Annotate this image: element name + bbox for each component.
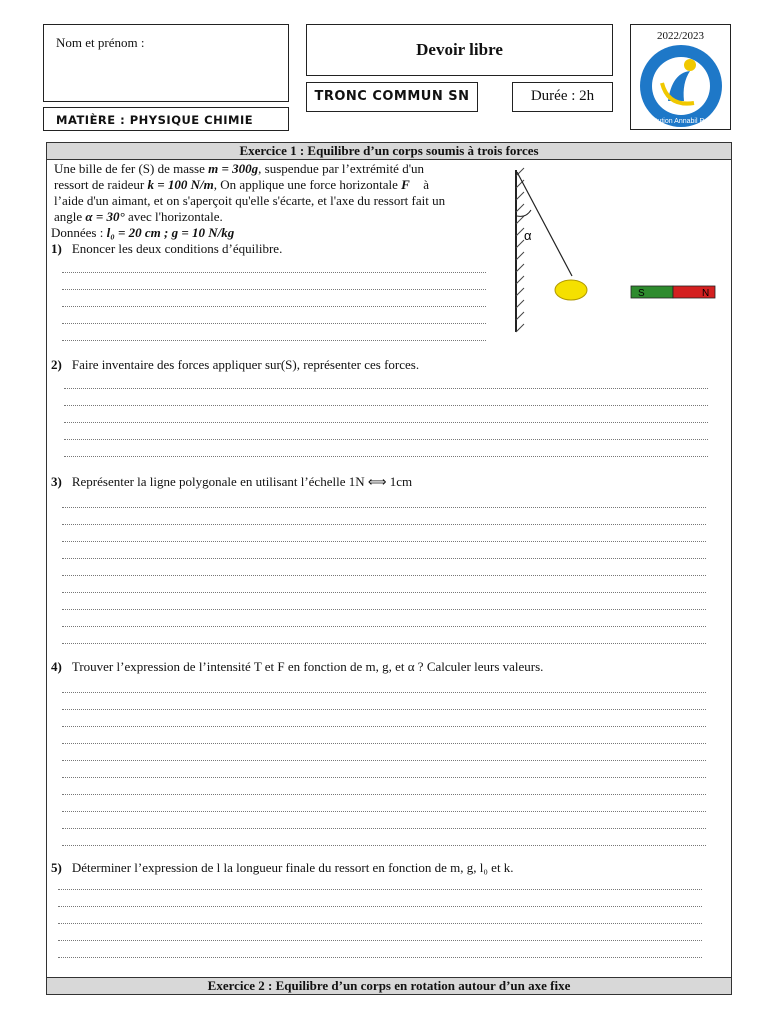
answer-line[interactable] — [62, 524, 706, 525]
answer-line[interactable] — [62, 340, 486, 341]
answer-line[interactable] — [58, 923, 702, 924]
answer-line[interactable] — [62, 709, 706, 710]
answer-line[interactable] — [62, 592, 706, 593]
answer-line[interactable] — [62, 726, 706, 727]
question-4: 4) Trouver l’expression de l’intensité T et F en fonction de m, g, et α ? Calculer leurs valeurs. — [51, 659, 544, 674]
level-label: TRONC COMMUN SN — [314, 89, 470, 104]
pendulum-figure — [500, 166, 730, 336]
answer-line[interactable] — [62, 692, 706, 693]
exercise2-title: Exercice 2 : Equilibre d’un corps en rotation autour d’un axe fixe — [46, 977, 732, 995]
answer-line[interactable] — [64, 456, 708, 457]
answer-line[interactable] — [64, 405, 708, 406]
answer-line[interactable] — [62, 626, 706, 627]
duration-label: Durée : 2h — [530, 88, 595, 104]
answer-line[interactable] — [64, 439, 708, 440]
school-year: 2022/2023 — [656, 30, 705, 42]
answer-line[interactable] — [62, 289, 486, 290]
intro-line-3: l’aide d'un aimant, et on s'aperçoit qu'elle s'écarte, et l'axe du ressort fait un — [54, 193, 446, 208]
data-line: Données : l₀ = 20 cm ; g = 10 N/kg — [51, 225, 235, 240]
spring-line — [517, 172, 572, 276]
magnet-n-label: N — [702, 288, 710, 299]
answer-line[interactable] — [64, 422, 708, 423]
answer-line[interactable] — [58, 906, 702, 907]
logo-box — [630, 24, 731, 130]
answer-line[interactable] — [62, 541, 706, 542]
answer-line[interactable] — [62, 743, 706, 744]
answer-line[interactable] — [62, 272, 486, 273]
answer-line[interactable] — [62, 845, 706, 846]
question-1: 1) Enoncer les deux conditions d’équilibre. — [51, 241, 283, 256]
answer-line[interactable] — [62, 575, 706, 576]
level-box — [306, 82, 478, 112]
name-label: Nom et prénom : — [56, 35, 145, 50]
magnet-s-label: S — [638, 288, 645, 299]
intro-line-1: Une bille de fer (S) de masse m = 300g, suspendue par l’extrémité d'un — [54, 161, 425, 176]
intro-line-2: ressort de raideur k = 100 N/m, On applique une force horizontale F⃗ à — [54, 177, 429, 192]
subject-label: MATIÈRE : PHYSIQUE CHIMIE — [56, 113, 254, 127]
question-5: 5) Déterminer l’expression de l la longueur finale du ressort en fonction de m, g, l₀ et k. — [51, 860, 514, 875]
ball — [555, 280, 587, 300]
answer-line[interactable] — [62, 811, 706, 812]
angle-arc — [517, 210, 531, 216]
question-2: 2) Faire inventaire des forces appliquer sur(S), représenter ces forces. — [51, 357, 420, 372]
answer-line[interactable] — [58, 940, 702, 941]
answer-line[interactable] — [58, 957, 702, 958]
answer-line[interactable] — [58, 889, 702, 890]
school-logo — [638, 43, 724, 129]
answer-line[interactable] — [62, 760, 706, 761]
exercise1-title: Exercice 1 : Equilibre d’un corps soumis à trois forces — [46, 142, 732, 160]
duration-box — [512, 82, 613, 112]
answer-line[interactable] — [64, 388, 708, 389]
logo-text: Institution Annabil Privée — [642, 118, 720, 125]
answer-line[interactable] — [62, 609, 706, 610]
doc-title: Devoir libre — [416, 40, 503, 59]
answer-line[interactable] — [62, 306, 486, 307]
question-3: 3) Représenter la ligne polygonale en utilisant l’échelle 1N ⟺ 1cm — [51, 474, 413, 489]
answer-line[interactable] — [62, 794, 706, 795]
answer-line[interactable] — [62, 828, 706, 829]
answer-line[interactable] — [62, 558, 706, 559]
name-box — [43, 24, 289, 102]
title-box — [306, 24, 613, 76]
intro-line-4: angle α = 30° avec l'horizontale. — [54, 209, 223, 224]
answer-line[interactable] — [62, 507, 706, 508]
answer-line[interactable] — [62, 323, 486, 324]
answer-line[interactable] — [62, 777, 706, 778]
angle-label: α — [524, 228, 532, 243]
subject-box — [43, 107, 289, 131]
answer-line[interactable] — [62, 643, 706, 644]
